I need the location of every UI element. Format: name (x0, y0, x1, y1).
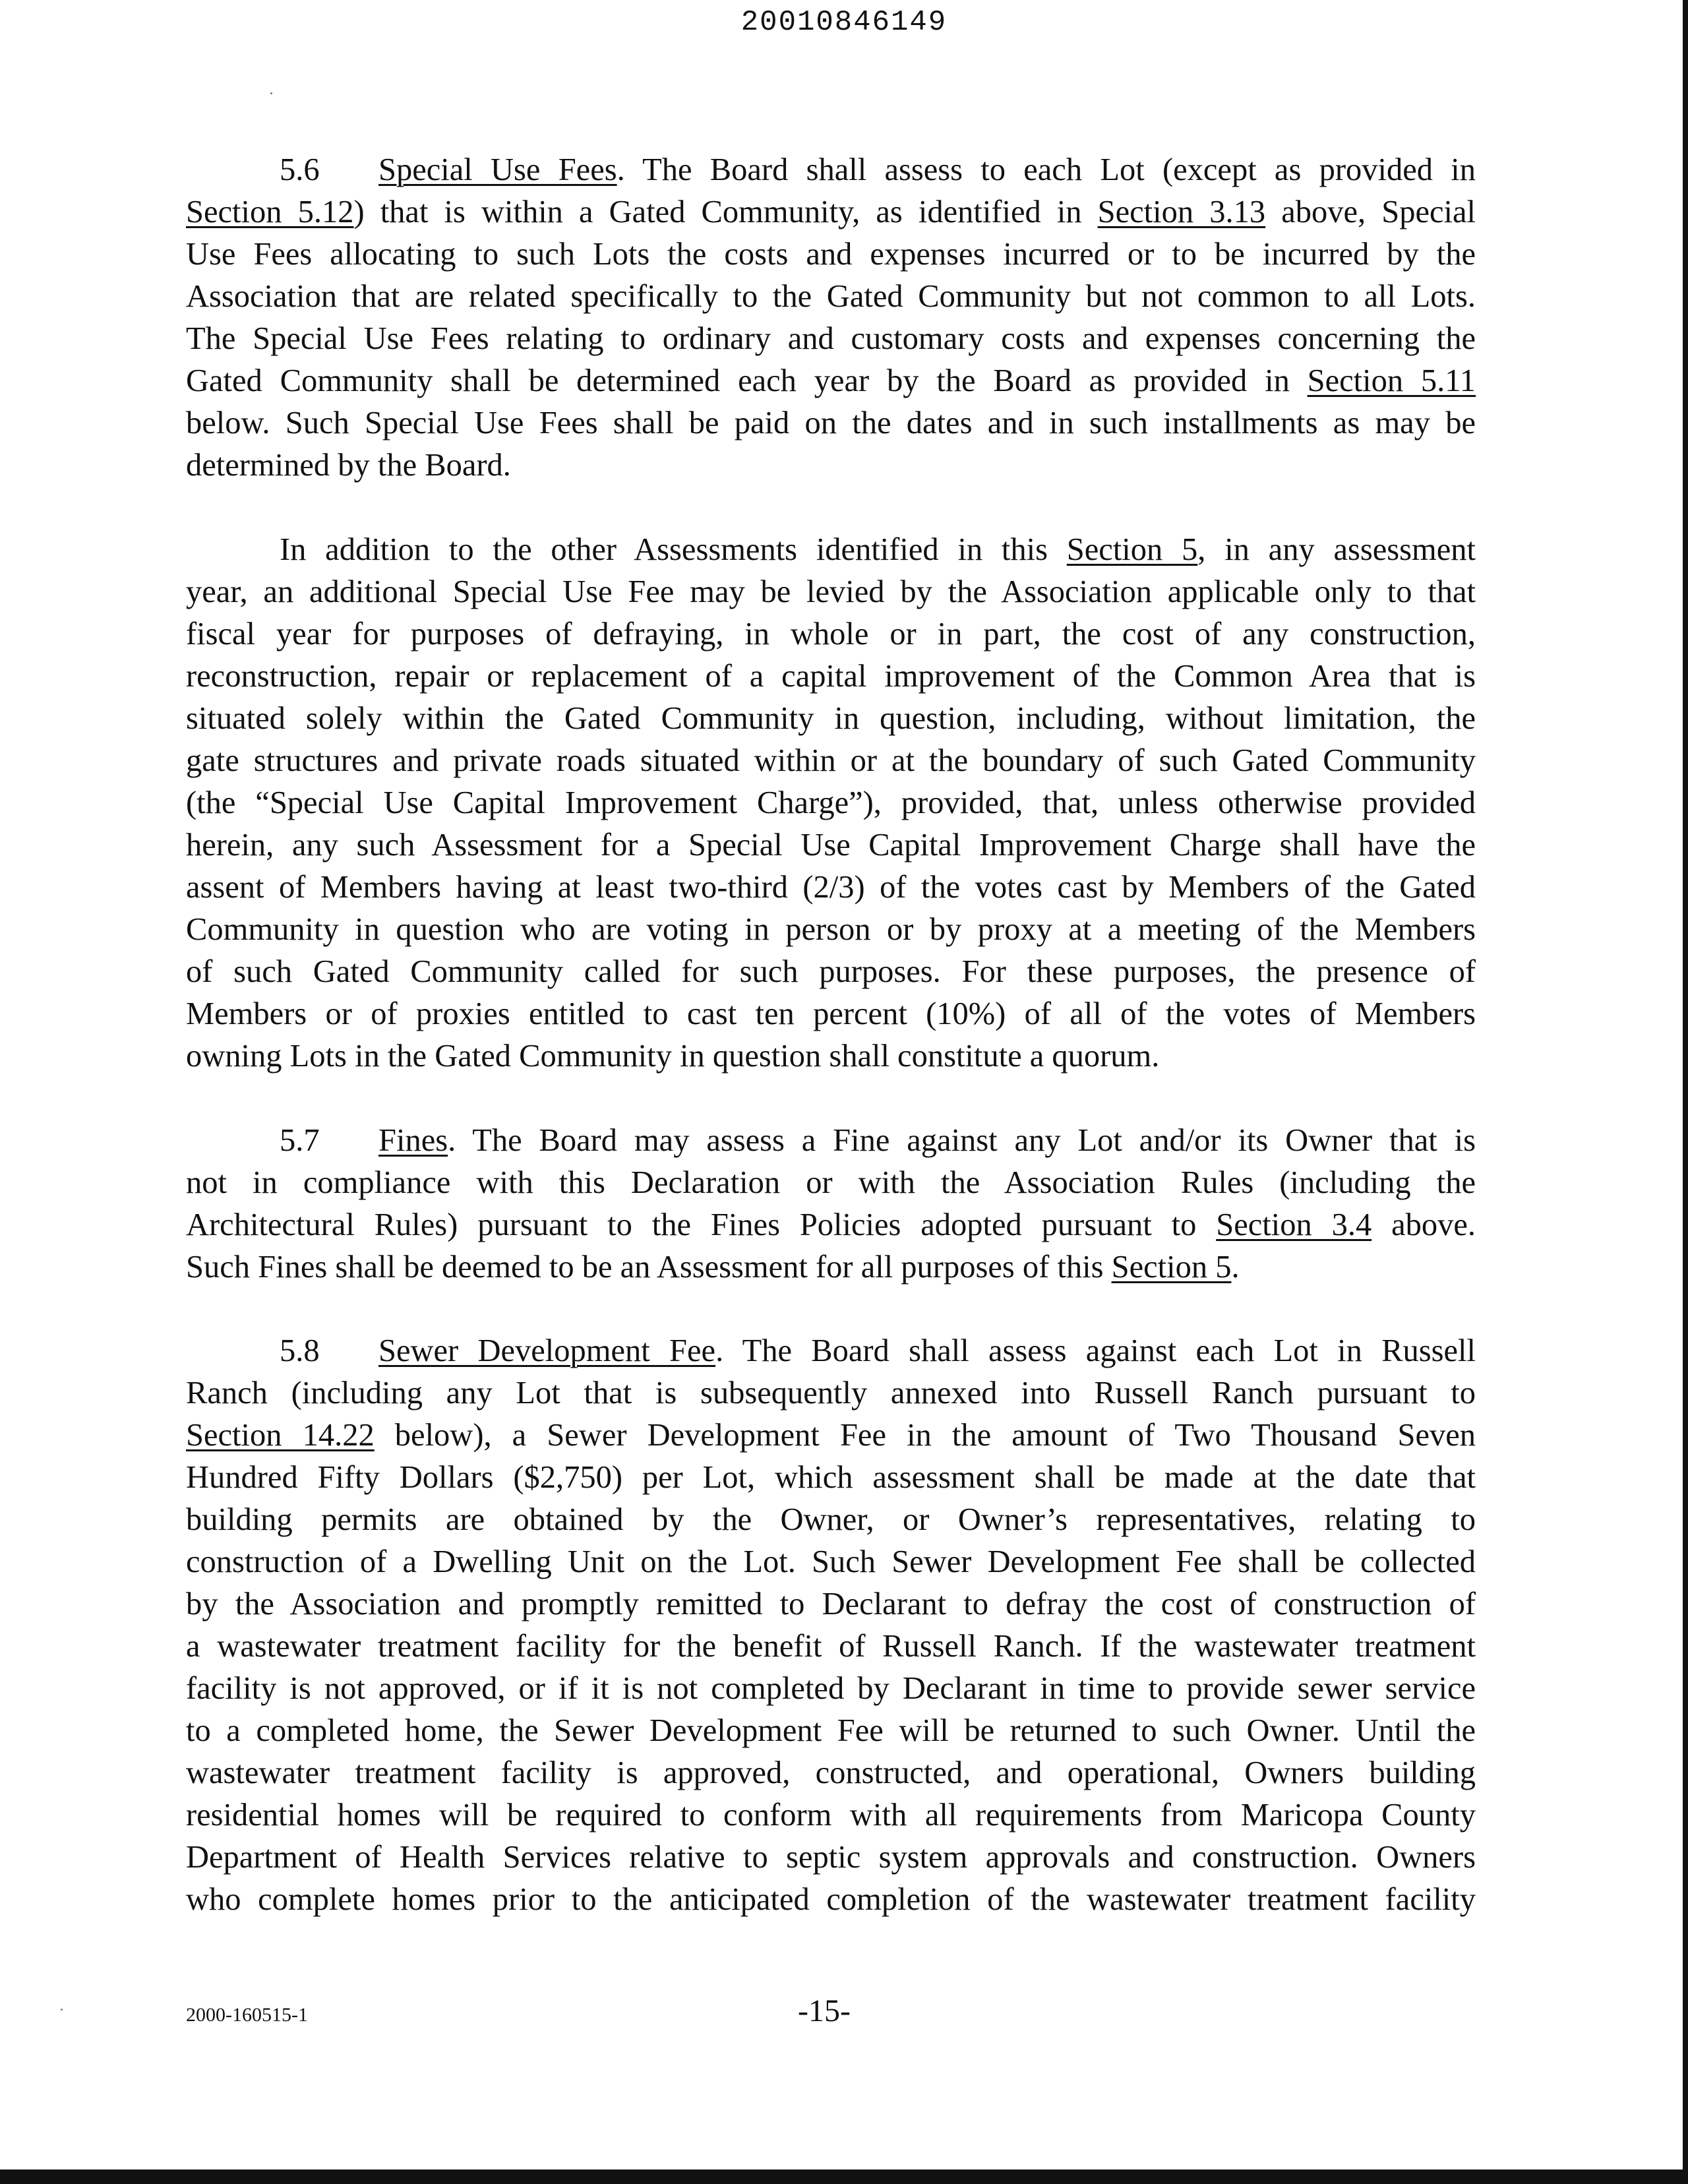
section-reference: Section 14.22 (186, 1418, 375, 1453)
section-heading: Sewer Development Fee (378, 1333, 716, 1368)
text-line: gate structures and private roads situated within or at the boundary of such Gated Community (186, 743, 1476, 778)
text-line: Section 5.12) that is within a Gated Community, as identified in Section 3.13 above, Special (186, 195, 1476, 229)
scan-border-bottom (0, 2169, 1688, 2184)
text-line: herein, any such Assessment for a Special Use Capital Improvement Charge shall have the (186, 828, 1476, 863)
scan-speck (270, 92, 272, 94)
text-line: Section 14.22 below), a Sewer Development Fee in the amount of Two Thousand Seven (186, 1418, 1476, 1453)
text-line: a wastewater treatment facility for the benefit of Russell Ranch. If the wastewater treatment (186, 1629, 1476, 1664)
text-line: year, an additional Special Use Fee may be levied by the Association applicable only to that (186, 574, 1476, 609)
section-reference: Section 3.4 (1216, 1207, 1372, 1242)
section-reference: Section 5 (1111, 1250, 1232, 1285)
paragraph-5-8-sewer-development-fee (186, 1330, 1476, 1921)
text-line: Architectural Rules) pursuant to the Fines Policies adopted pursuant to Section 3.4 above. (186, 1207, 1476, 1242)
text-line: reconstruction, repair or replacement of a capital improvement of the Common Area that is (186, 659, 1476, 694)
text-line: 5.8 Sewer Development Fee. The Board shall assess against each Lot in Russell (186, 1330, 1476, 1372)
section-reference: Section 5.11 (1307, 363, 1476, 398)
section-reference: Section 5 (1066, 532, 1198, 567)
text-line: Use Fees allocating to such Lots the costs and expenses incurred or to be incurred by the (186, 237, 1476, 272)
section-heading: Fines (378, 1123, 448, 1158)
text-line: owning Lots in the Gated Community in question shall constitute a quorum. (186, 1039, 1160, 1074)
text-line: Such Fines shall be deemed to be an Assessment for all purposes of this Section 5. (186, 1250, 1240, 1285)
text-line: The Special Use Fees relating to ordinary and customary costs and expenses concerning the (186, 321, 1476, 356)
text-line: situated solely within the Gated Community in question, including, without limitation, the (186, 701, 1476, 736)
text-line: of such Gated Community called for such purposes. For these purposes, the presence of (186, 954, 1476, 989)
footer-document-id: 2000-160515-1 (186, 2004, 308, 2026)
section-reference: Section 3.13 (1097, 195, 1266, 229)
text-line: Department of Health Services relative to septic system approvals and construction. Owners (186, 1840, 1476, 1875)
text-line: below. Such Special Use Fees shall be paid on the dates and in such installments as may be (186, 406, 1476, 440)
text-line: Community in question who are voting in person or by proxy at a meeting of the Members (186, 912, 1476, 947)
section-reference: Section 5.12 (186, 195, 354, 229)
page-number: -15- (798, 1993, 851, 2028)
section-number: 5.6 (280, 152, 320, 187)
section-number: 5.8 (280, 1333, 320, 1368)
text-line: Association that are related specifically to the Gated Community but not common to all Lots. (186, 279, 1476, 314)
text-line: 5.6 Special Use Fees. The Board shall assess to each Lot (except as provided in (186, 149, 1476, 191)
text-line: Hundred Fifty Dollars ($2,750) per Lot, which assessment shall be made at the date that (186, 1460, 1476, 1495)
text-line: (the “Special Use Capital Improvement Charge”), provided, that, unless otherwise provided (186, 785, 1476, 820)
text-line: not in compliance with this Declaration or with the Association Rules (including the (186, 1165, 1476, 1200)
text-line: construction of a Dwelling Unit on the Lot. Such Sewer Development Fee shall be collected (186, 1544, 1476, 1579)
section-number: 5.7 (280, 1123, 320, 1158)
paragraph-special-use-capital-improvement (186, 529, 1476, 1077)
text-line: 5.7 Fines. The Board may assess a Fine against any Lot and/or its Owner that is (186, 1120, 1476, 1162)
text-line: residential homes will be required to conform with all requirements from Maricopa County (186, 1798, 1476, 1833)
text-line: who complete homes prior to the anticipated completion of the wastewater treatment facility (186, 1882, 1476, 1917)
text-line: In addition to the other Assessments identified in this Section 5, in any assessment (280, 532, 1476, 567)
text-line: assent of Members having at least two-third (2/3) of the votes cast by Members of the Gated (186, 870, 1476, 905)
text-line: to a completed home, the Sewer Development Fee will be returned to such Owner. Until the (186, 1713, 1476, 1748)
scan-border-right (1683, 0, 1688, 2184)
text-line: Members or of proxies entitled to cast ten percent (10%) of all of the votes of Members (186, 996, 1476, 1031)
text-line: by the Association and promptly remitted to Declarant to defray the cost of construction of (186, 1587, 1476, 1622)
text-line: Ranch (including any Lot that is subsequently annexed into Russell Ranch pursuant to (186, 1376, 1476, 1410)
section-heading: Special Use Fees (378, 152, 617, 187)
text-line: facility is not approved, or if it is not completed by Declarant in time to provide sewer service (186, 1671, 1476, 1706)
text-line: Gated Community shall be determined each year by the Board as provided in Section 5.11 (186, 363, 1476, 398)
scan-speck (61, 2009, 63, 2011)
text-line: fiscal year for purposes of defraying, in whole or in part, the cost of any construction, (186, 617, 1476, 652)
document-number: 20010846149 (740, 6, 948, 39)
text-line: wastewater treatment facility is approved, constructed, and operational, Owners building (186, 1755, 1476, 1790)
text-line: determined by the Board. (186, 448, 511, 483)
paragraph-5-6-special-use-fees (186, 149, 1476, 487)
text-line: building permits are obtained by the Owner, or Owner’s representatives, relating to (186, 1502, 1476, 1537)
paragraph-5-7-fines (186, 1120, 1476, 1289)
